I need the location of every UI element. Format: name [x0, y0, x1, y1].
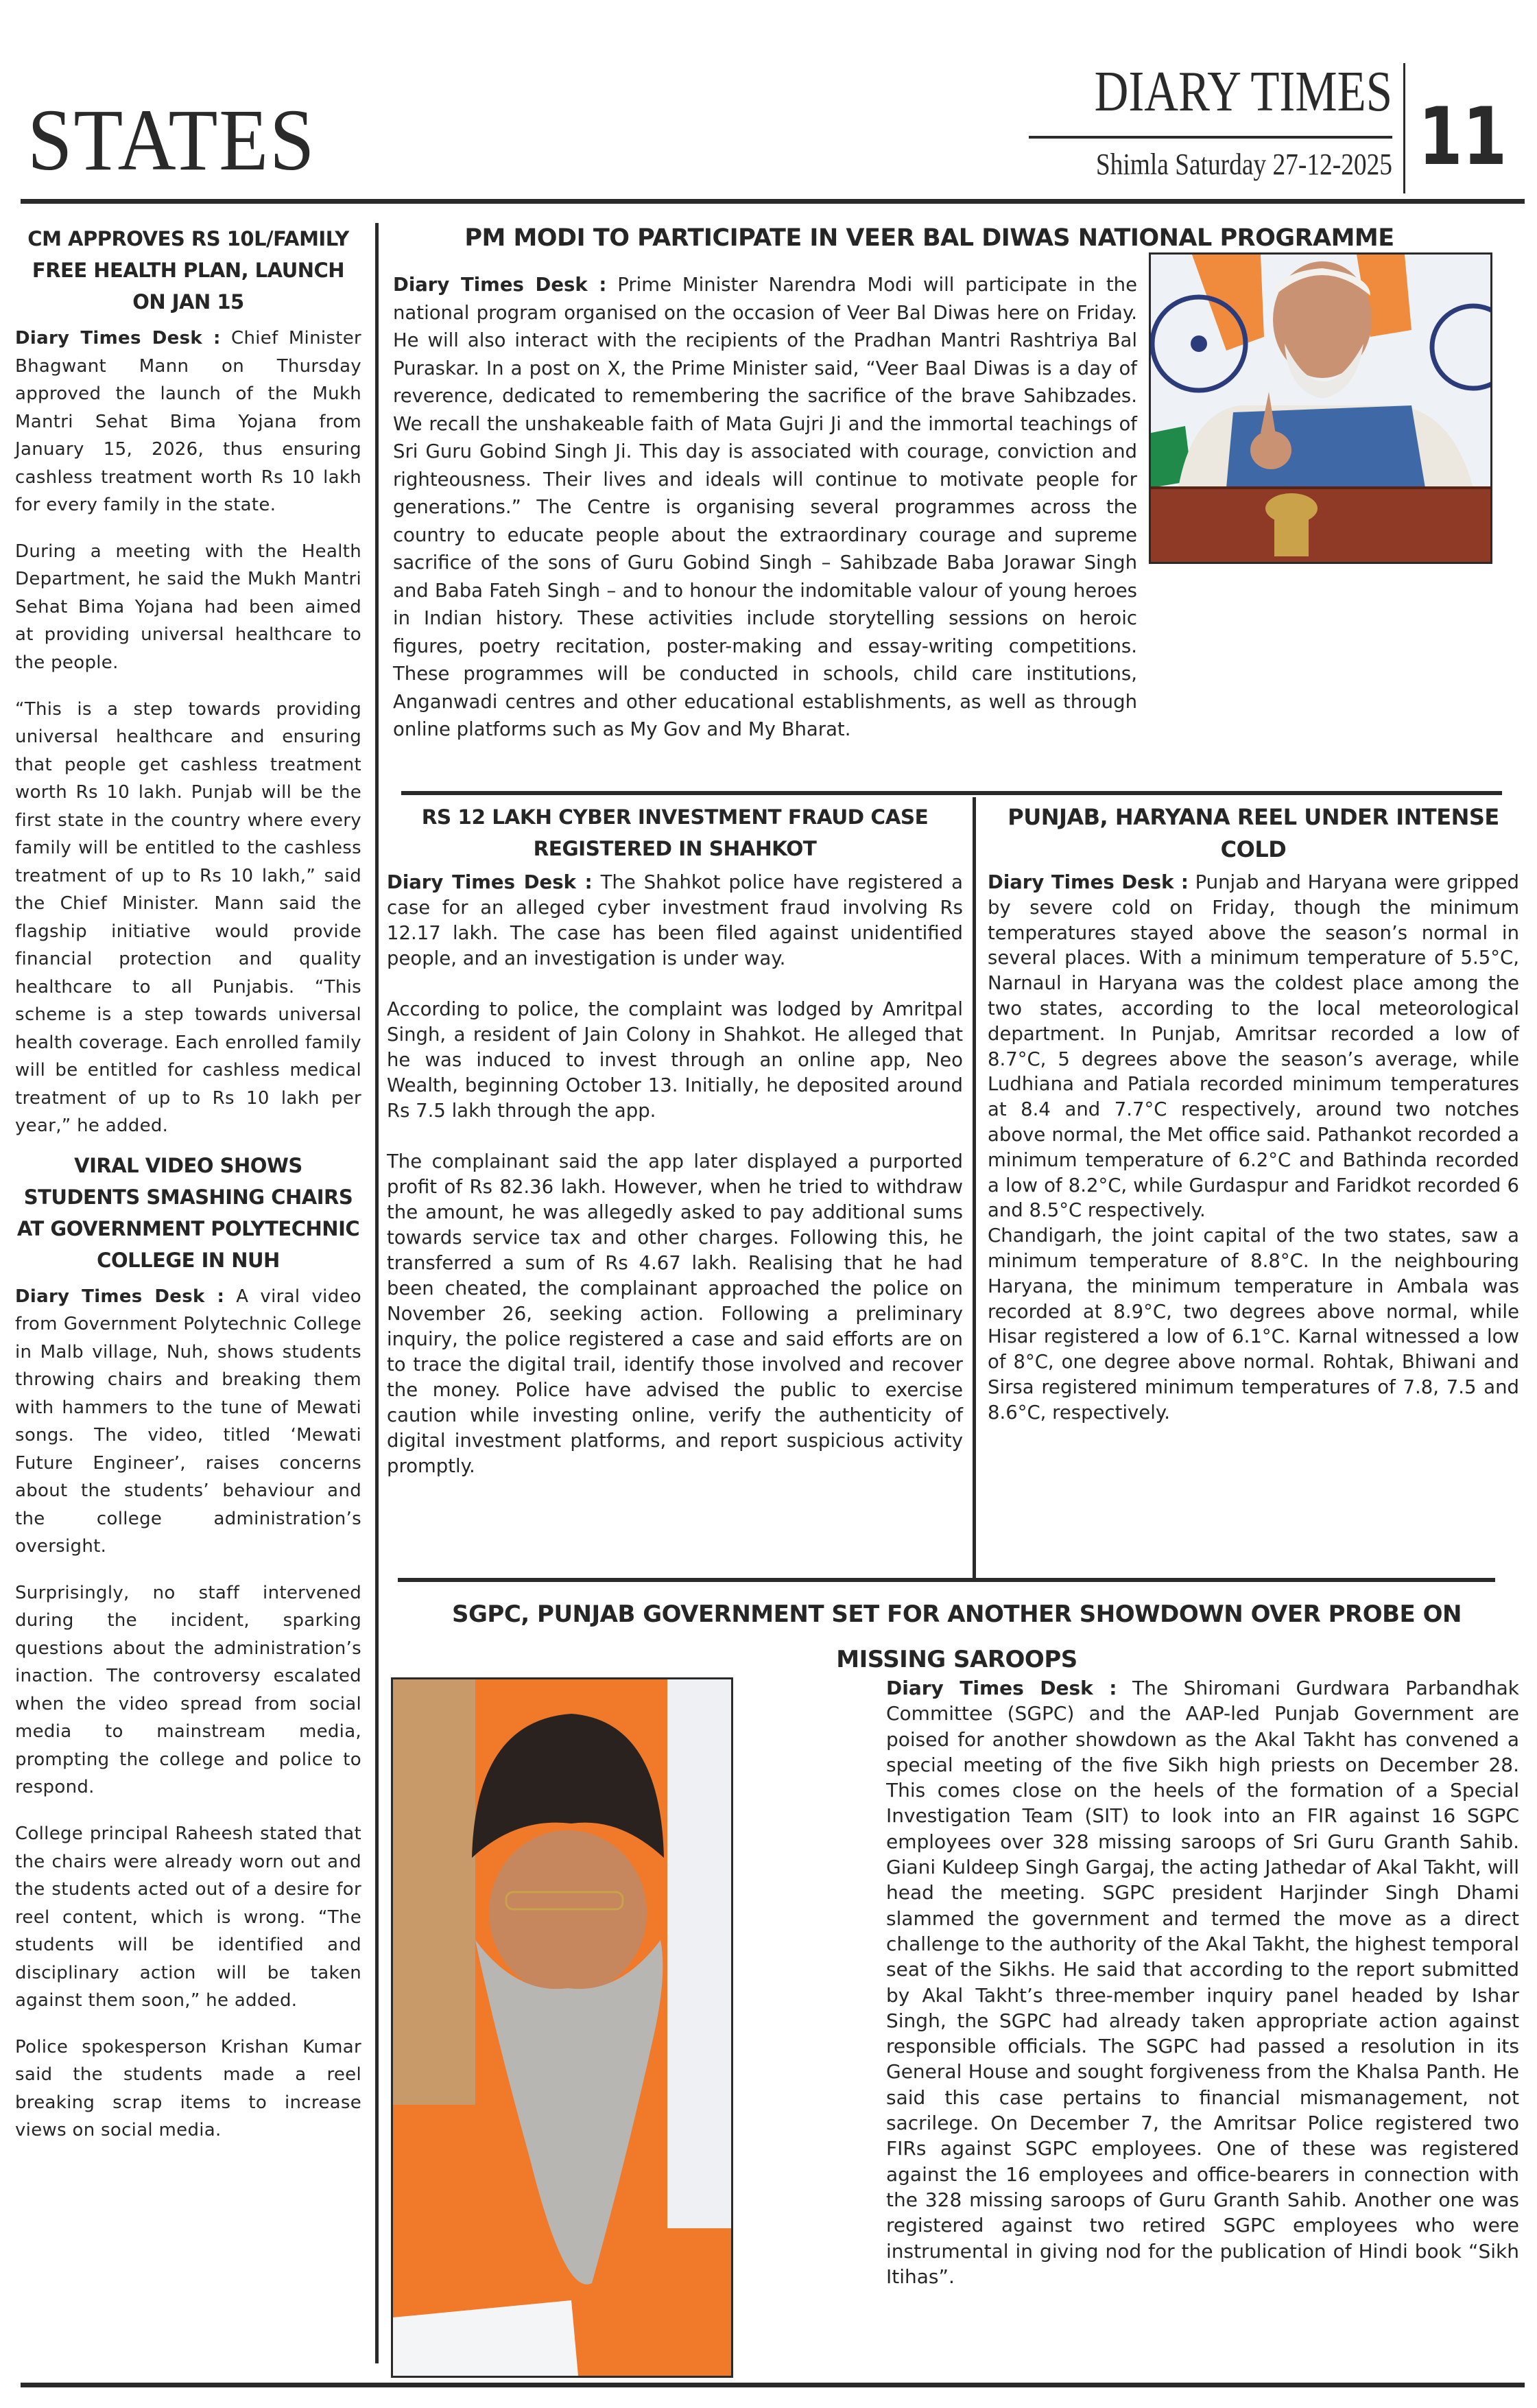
row-rule [398, 1578, 1495, 1582]
headline: VIRAL VIDEO SHOWS STUDENTS SMASHING CHAIRS AT GOVERNMENT POLYTECHNIC COLLEGE IN NUH [16, 1153, 360, 1272]
article-viral-video [15, 1150, 361, 2145]
footer-rule [21, 2383, 1525, 2387]
article-body [15, 1283, 361, 2145]
article-cyber-fraud [387, 801, 963, 1504]
modi-photo [1149, 252, 1492, 564]
header-rule [21, 199, 1525, 204]
section-title: STATES [27, 91, 316, 189]
paragraph: Chandigarh, the joint capital of the two states, saw a minimum temperature of 8.8°C. In the neighbouring Haryana, the minimum temperature in Ambala was recorded at 8.9°C, two degrees above normal, while Hisar registered a low of 6.1°C. Karnal witnessed a low of 8°C, one degree above normal. Rohtak, Bhiwani and Sirsa registered minimum temperatures of 7.8, 7.5 and 8.6°C, respectively. [988, 1225, 1519, 1424]
headline-modi: PM MODI TO PARTICIPATE IN VEER BAL DIWAS NATIONAL PROGRAMME [464, 224, 1394, 252]
article-body-sgpc: Diary Times Desk : The Shiromani Gurdwara Parbandhak Committee (SGPC) and the AAP-led Punjab Government are poised for another showdown as the Akal Takht has convened a special meeting of the five Sikh high priests on December 28. This comes close on the heels of the formation of a Special Investigation Team (SIT) to look into an FIR against 16 SGPC employees over 328 missing saroops of Sri Guru Granth Sahib. Giani Kuldeep Singh Gargaj, the acting Jathedar of Akal Takht, will head the meeting. SGPC president Harjinder Singh Dhami slammed the government and termed the move as a direct challenge to the authority of the Akal Takht, the highest temporal seat of the Sikhs. He said that according to the report submitted by Akal Takht’s three-member inquiry panel headed by Ishar Singh, the SGPC had already taken appropriate action against responsible officials. The SGPC had passed a resolution in its General House and sought forgiveness from the Khalsa Panth. He said this case pertains to financial mismanagement, not sacrilege. On December 7, the Amritsar Police registered two FIRs against SGPC employees. One of these was registered against the 16 employees and office-bearers in connection with the 328 missing saroops of Guru Granth Sahib. Another one was registered against two retired SGPC employees who were instrumental in giving nod for the publication of Hindi book “Sikh Itihas”. [886, 1677, 1519, 2288]
left-column-divider [375, 223, 379, 2363]
headline: RS 12 LAKH CYBER INVESTMENT FRAUD CASE REGISTERED IN SHAHKOT [421, 805, 929, 860]
article-cold-wave [988, 801, 1519, 1426]
paragraph: Diary Times Desk : Punjab and Haryana were gripped by severe cold on Friday, though the minimum temperatures stayed above the season’s normal in several places. With a minimum temperature of 5.5°C, Narnaul in Haryana was the coldest place among the two states, according to the local meteorological department. In Punjab, Amritsar recorded a low of 8.7°C, 5 degrees above the season’s average, while Ludhiana and Patiala recorded minimum temperatures at 8.4 and 7.7°C respectively, around two notches above normal, the Met office said. Pathankot recorded a minimum temperature of 6.2°C and Bathinda recorded a low of 8.2°C, while Gurdaspur and Faridkot recorded 6 and 8.5°C respectively. [988, 871, 1519, 1222]
masthead-rule [1029, 136, 1392, 139]
left-column [15, 223, 361, 2145]
paragraph: The complainant said the app later displayed a purported profit of Rs 82.36 lakh. However, when he tried to withdraw the amount, he was allegedly asked to pay additional sums towards service tax and other charges. Following this, he transferred a sum of Rs 4.67 lakh. Realising that he had been cheated, the complainant approached the police on November 26, seeking action. Following a preliminary inquiry, the police registered a case and said efforts are on to trace the digital trail, identify those involved and recover the money. Police have advised the public to exercise caution while investing online, verify the authenticity of digital investment platforms, and report suspicious activity promptly. [387, 1150, 963, 1477]
paragraph: During a meeting with the Health Department, he said the Mukh Mantri Sehat Bima Yojana had been aimed at providing universal healthcare to the people. [15, 541, 361, 673]
paragraph: Surprisingly, no staff intervened during the incident, sparking questions about the administration’s inaction. The controversy escalated when the video spread from social media to mainstream media, prompting the college and police to respond. [15, 1582, 361, 1798]
sgpc-photo [391, 1677, 733, 2378]
modi-bottom-rule [401, 791, 1502, 795]
paragraph: College principal Raheesh stated that the chairs were already worn out and the students acted out of a desire for reel content, which is wrong. “The students will be identified and disciplinary action will be taken against them soon,” he added. [15, 1823, 361, 2011]
sgpc-photo-illustration [393, 1679, 731, 2376]
paragraph: According to police, the complaint was lodged by Amritpal Singh, a resident of Jain Colony in Shahkot. He alleged that he was induced to invest through an online app, Neo Wealth, beginning October 13. Initially, he deposited around Rs 7.5 lakh through the app. [387, 998, 963, 1122]
article-body-modi: Diary Times Desk : Prime Minister Narendra Modi will participate in the national program organised on the occasion of Veer Bal Diwas here on Friday. He will also interact with the recipients of the Pradhan Mantri Rashtriya Bal Puraskar. In a post on X, the Prime Minister said, “Veer Baal Diwas is a day of reverence, dedicated to remembering the sacrifice of the brave Sahibzades. We recall the unshakeable faith of Mata Gujri Ji and the immortal teachings of Sri Guru Gobind Singh Ji. This day is associated with courage, conviction and righteousness. Their lives and ideals will continue to motivate people for generations.” The Centre is organising several programmes across the country to educate people about the extraordinary courage and supreme sacrifice of the sons of Guru Gobind Singh – Sahibzade Baba Jorawar Singh and Baba Fateh Singh – and to honour the indomitable valour of young heroes in Indian history. These activities include storytelling sessions on heroic figures, poetry recitation, poster-making and essay-writing competitions. These programmes will be conducted in schools, child care institutions, Anganwadi centres and other educational establishments, as well as through online platforms such as My Gov and My Bharat. [393, 274, 1137, 740]
desk-credit: Diary Times Desk : [988, 871, 1189, 893]
headline: PUNJAB, HARYANA REEL UNDER INTENSE COLD [1008, 804, 1499, 862]
article-body [988, 870, 1519, 1426]
paragraph: “This is a step towards providing universal healthcare and ensuring that people get cashless treatment worth Rs 10 lakh. Punjab will be the first state in the country where every family will be entitled to the cashless treatment of up to Rs 10 lakh,” said the Chief Minister. Mann said the flagship initiative would provide financial protection and quality healthcare to all Punjabis. “This scheme is a step towards universal health coverage. Each enrolled family will be entitled for cashless medical treatment of up to Rs 10 lakh per year,” he added. [15, 698, 361, 1137]
desk-credit: Diary Times Desk : [886, 1677, 1117, 1699]
paragraph: Diary Times Desk : Chief Minister Bhagwant Mann on Thursday approved the launch of the Mukh Mantri Sehat Bima Yojana from January 15, 2026, thus ensuring cashless treatment worth Rs 10 lakh for every family in the state. [15, 328, 362, 515]
masthead-title: DIARY TIMES [1094, 60, 1392, 123]
headline-sgpc: SGPC, PUNJAB GOVERNMENT SET FOR ANOTHER SHOWDOWN OVER PROBE ON MISSING SAROOPS [452, 1601, 1462, 1673]
header-divider [1403, 63, 1405, 193]
paragraph: Diary Times Desk : The Shahkot police have registered a case for an alleged cyber investment fraud involving Rs 12.17 lakh. The case has been filed against unidentified people, and an investigation is under way. [387, 871, 963, 969]
dateline: Shimla Saturday 27-12-2025 [1095, 147, 1392, 181]
paragraph: Diary Times Desk : A viral video from Government Polytechnic College in Malb village, Nuh, shows students throwing chairs and breaking them with hammers to the tune of Mewati songs. The video, titled ‘Mewati Future Engineer’, raises concerns about the students’ behaviour and the college administration’s oversight. [15, 1286, 361, 1557]
page-number: 11 [1418, 91, 1508, 183]
middle-divider [973, 797, 976, 1578]
desk-credit: Diary Times Desk : [393, 274, 607, 296]
article-health-plan [15, 223, 361, 1140]
headline: CM APPROVES RS 10L/FAMILY FREE HEALTH PLAN, LAUNCH ON JAN 15 [27, 227, 349, 314]
article-body [15, 324, 361, 1140]
desk-credit: Diary Times Desk : [15, 1286, 225, 1307]
paragraph: Police spokesperson Krishan Kumar said the students made a reel breaking scrap items to increase views on social media. [15, 2036, 361, 2141]
article-body [387, 870, 963, 1479]
desk-credit: Diary Times Desk : [387, 871, 593, 893]
desk-credit: Diary Times Desk : [15, 328, 221, 349]
modi-photo-illustration [1151, 255, 1490, 562]
